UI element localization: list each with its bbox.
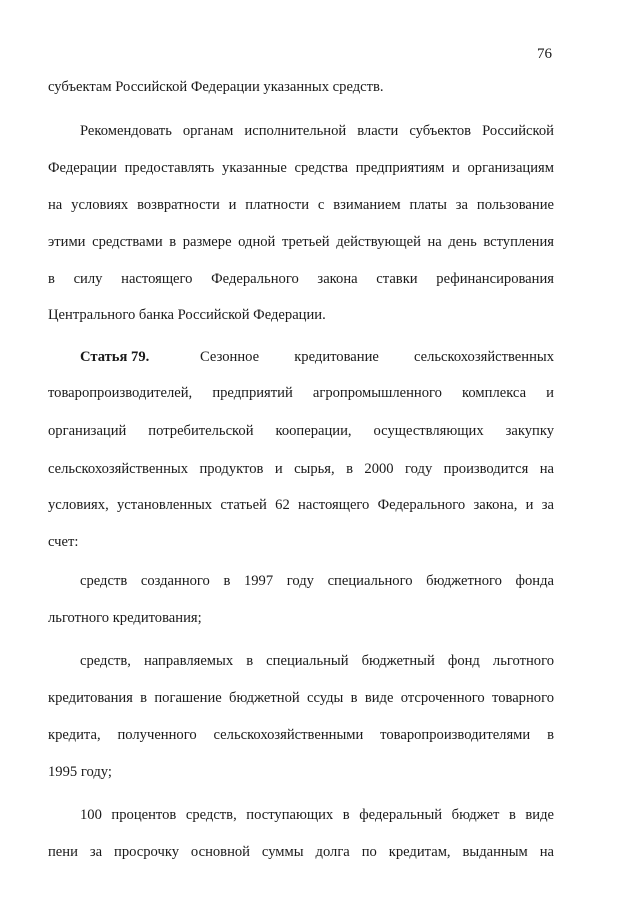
text-line: условиях, установленных статьей 62 настоящего Федерального закона, и за (48, 497, 554, 513)
text-line: 1995 году; (48, 764, 112, 780)
text-line: Федерации предоставлять указанные средства предприятиям и организациям (48, 160, 554, 176)
article-heading (80, 348, 190, 366)
text-line: кредитования в погашение бюджетной ссуды в виде отсроченного товарного (48, 690, 554, 706)
article-title: Сезонное кредитование сельскохозяйственных (200, 349, 554, 365)
text-line: сельскохозяйственных продуктов и сырья, в 2000 году производится на (48, 461, 554, 477)
text-line: средств, направляемых в специальный бюджетный фонд льготного (80, 653, 554, 669)
text-line: Рекомендовать органам исполнительной власти субъектов Российской (80, 123, 554, 139)
text-line: в силу настоящего Федерального закона ставки рефинансирования (48, 271, 554, 287)
text-line: этими средствами в размере одной третьей действующей на день вступления (48, 234, 554, 250)
page-number: 76 (537, 46, 552, 62)
text-line: пени за просрочку основной суммы долга по кредитам, выданным на (48, 844, 554, 860)
article-number: Статья 79. (80, 349, 150, 365)
text-line: льготного кредитования; (48, 610, 202, 626)
text-line: организаций потребительской кооперации, осуществляющих закупку (48, 423, 554, 439)
text-line: товаропроизводителей, предприятий агропромышленного комплекса и (48, 385, 554, 401)
text-line: средств созданного в 1997 году специального бюджетного фонда (80, 573, 554, 589)
text-line: счет: (48, 534, 79, 550)
text-line: кредита, полученного сельскохозяйственными товаропроизводителями в (48, 727, 554, 743)
text-line: Центрального банка Российской Федерации. (48, 307, 326, 323)
text-line: субъектам Российской Федерации указанных средств. (48, 79, 384, 95)
text-line: на условиях возвратности и платности с взиманием платы за пользование (48, 197, 554, 213)
text-line: 100 процентов средств, поступающих в федеральный бюджет в виде (80, 807, 554, 823)
